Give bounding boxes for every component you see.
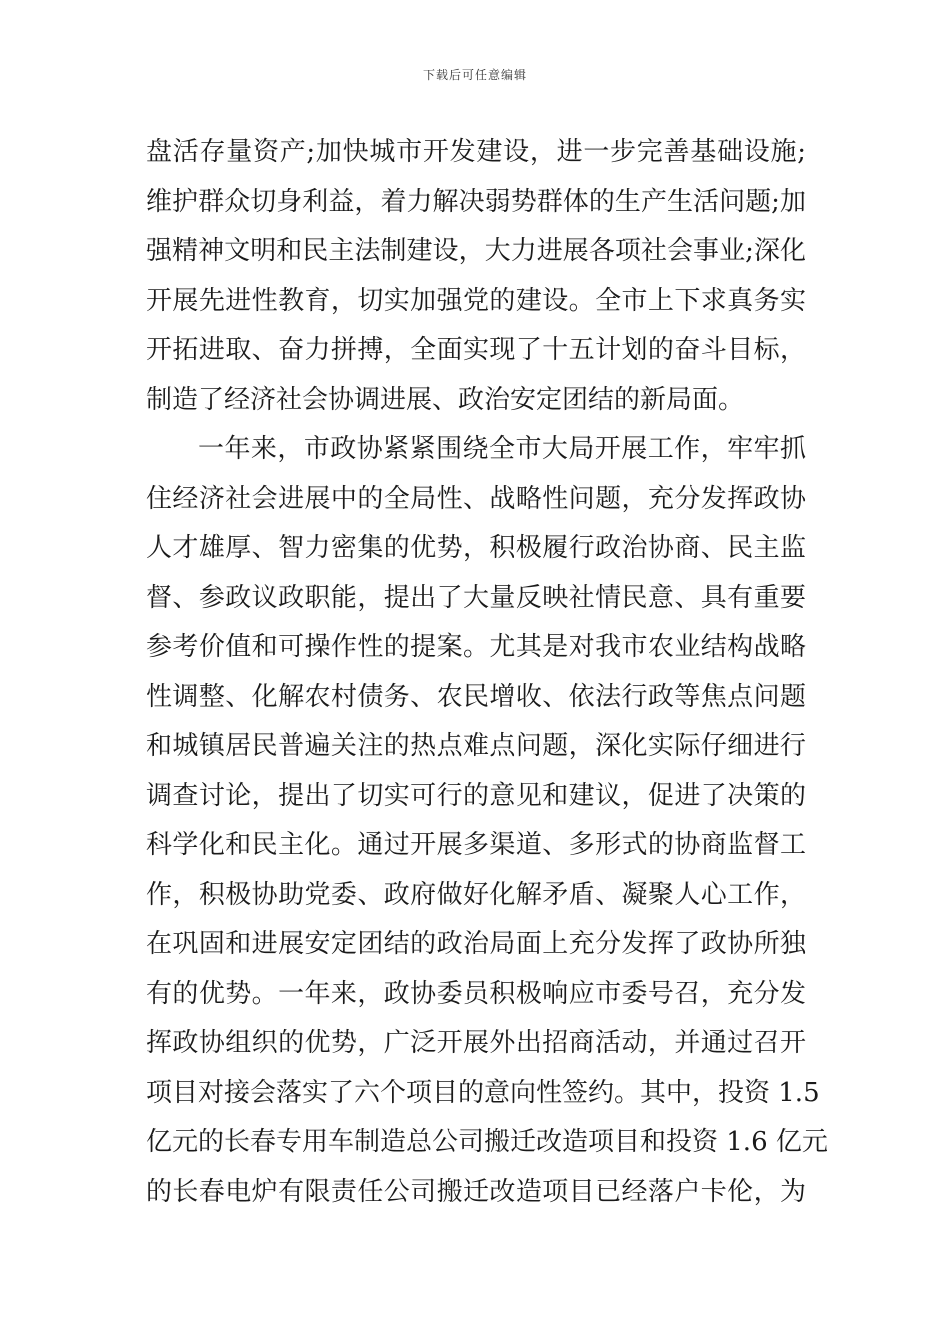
text-line: 挥政协组织的优势，广泛开展外出招商活动，并通过召开	[146, 1028, 806, 1058]
text-line: 和城镇居民普遍关注的热点难点问题，深化实际仔细进行	[146, 731, 806, 761]
text-line: 在巩固和进展安定团结的政治局面上充分发挥了政协所独	[146, 929, 806, 959]
text-line: 制造了经济社会协调进展、政治安定团结的新局面。	[146, 384, 745, 415]
text-line: 调查讨论，提出了切实可行的意见和建议，促进了决策的	[146, 780, 806, 811]
text-line: 性调整、化解农村债务、农民增收、依法行政等焦点问题	[146, 681, 806, 712]
text-line: 督、参政议政职能，提出了大量反映社情民意、具有重要	[146, 582, 806, 613]
text-line: 一年来，市政协紧紧围绕全市大局开展工作，牢牢抓	[198, 434, 806, 464]
document-body	[146, 128, 828, 1217]
page-header: 下载后可任意编辑	[422, 68, 527, 82]
text-line: 盘活存量资产;加快城市开发建设，进一步完善基础设施;	[146, 137, 806, 167]
text-line: 科学化和民主化。通过开展多渠道、多形式的协商监督工	[146, 830, 806, 860]
text-line: 有的优势。一年来，政协委员积极响应市委号召，充分发	[146, 978, 806, 1009]
text-line: 住经济社会进展中的全局性、战略性问题，充分发挥政协	[146, 483, 806, 514]
text-line: 作，积极协助党委、政府做好化解矛盾、凝聚人心工作，	[146, 879, 806, 910]
text-line: 的长春电炉有限责任公司搬迁改造项目已经落户卡伦，为	[146, 1176, 806, 1207]
text-line: 维护群众切身利益，着力解决弱势群体的生产生活问题;加	[146, 186, 806, 217]
text-line: 亿元的长春专用车制造总公司搬迁改造项目和投资 1.6 亿元	[146, 1127, 828, 1157]
text-line: 强精神文明和民主法制建设，大力进展各项社会事业;深化	[146, 236, 806, 266]
text-line: 开展先进性教育，切实加强党的建设。全市上下求真务实	[146, 285, 806, 316]
text-line: 项目对接会落实了六个项目的意向性签约。其中，投资 1.5	[146, 1077, 820, 1108]
text-line: 人才雄厚、智力密集的优势，积极履行政治协商、民主监	[146, 533, 806, 563]
text-line: 参考价值和可操作性的提案。尤其是对我市农业结构战略	[146, 632, 806, 662]
text-line: 开拓进取、奋力拼搏，全面实现了十五计划的奋斗目标，	[146, 335, 806, 365]
